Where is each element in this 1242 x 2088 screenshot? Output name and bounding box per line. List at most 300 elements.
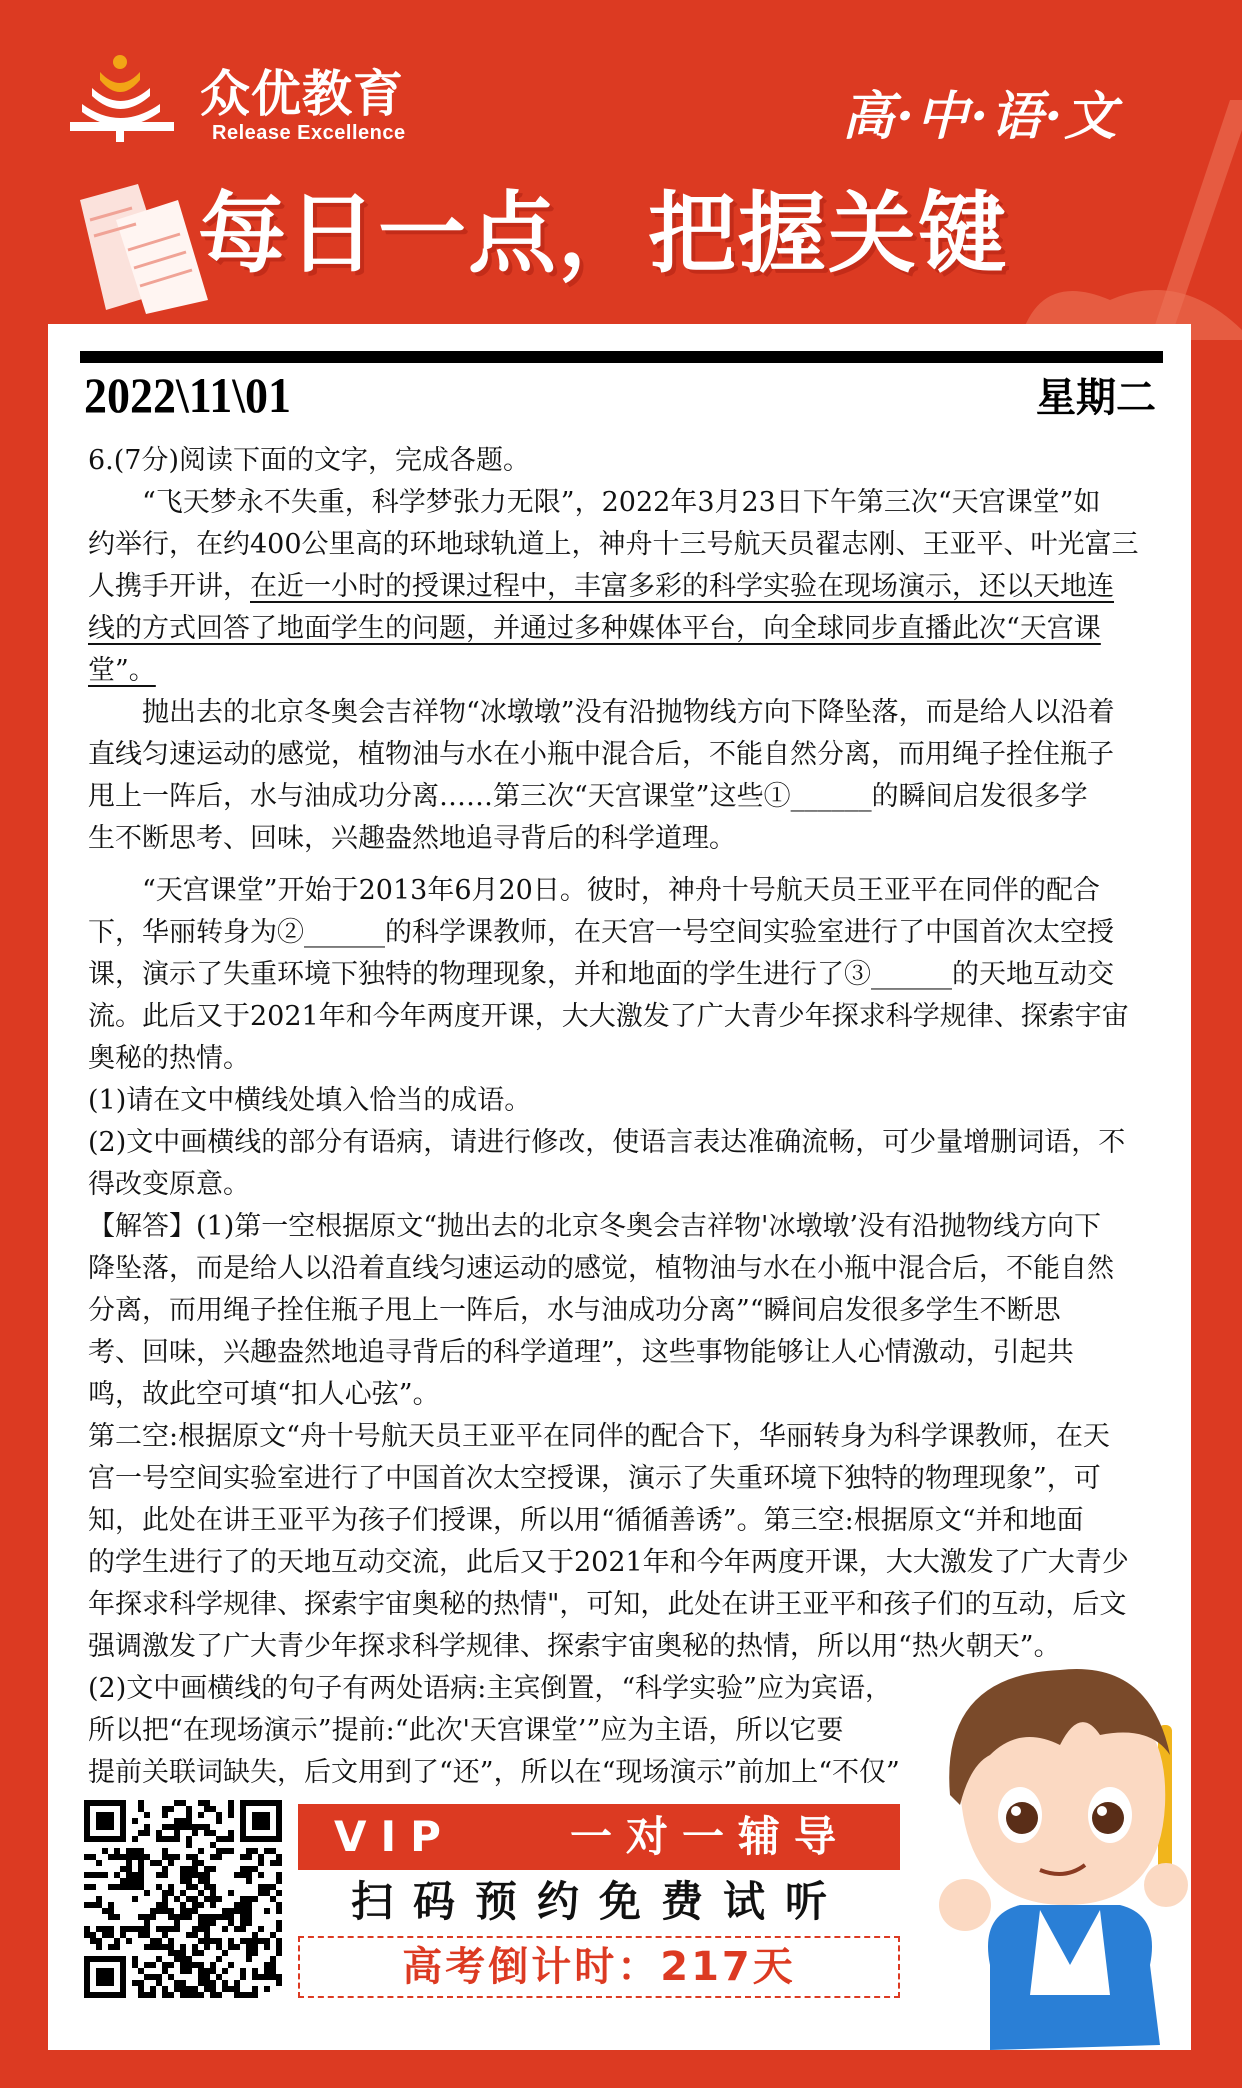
qr-module (138, 1884, 144, 1890)
qr-module (270, 1932, 276, 1938)
qr-module (234, 1944, 240, 1950)
qr-module (276, 1974, 282, 1980)
qr-module (246, 1902, 252, 1908)
qr-module (90, 1938, 96, 1944)
qr-module (264, 1974, 270, 1980)
qr-module (198, 1812, 204, 1818)
text-line: 考、回味，兴趣盎然地追寻背后的科学道理”，这些事物能够让人心情激动，引起共 (88, 1337, 1074, 1368)
vip-label: VIP (334, 1812, 455, 1861)
qr-module (168, 1860, 174, 1866)
qr-module (156, 1884, 162, 1890)
qr-module (162, 1848, 168, 1854)
qr-module (240, 1896, 246, 1902)
qr-module (258, 1926, 264, 1932)
qr-module (156, 1980, 162, 1986)
qr-module (186, 1854, 192, 1860)
qr-module (174, 1896, 180, 1902)
qr-module (168, 1908, 174, 1914)
qr-module (102, 1872, 108, 1878)
qr-module (228, 1986, 234, 1992)
qr-module (162, 1896, 168, 1902)
qr-module (216, 1896, 222, 1902)
qr-module (270, 1974, 276, 1980)
qr-module (204, 1830, 210, 1836)
qr-module (204, 1878, 210, 1884)
qr-module (228, 1962, 234, 1968)
qr-module (228, 1944, 234, 1950)
qr-module (186, 1908, 192, 1914)
qr-module (84, 1854, 90, 1860)
qr-module (258, 1854, 264, 1860)
qr-module (216, 1812, 222, 1818)
qr-module (276, 1926, 282, 1932)
qr-module (210, 1962, 216, 1968)
qr-module (192, 1926, 198, 1932)
qr-module (132, 1818, 138, 1824)
qr-module (192, 1872, 198, 1878)
qr-module (162, 1932, 168, 1938)
qr-module (198, 1926, 204, 1932)
paragraph (88, 1122, 1158, 1206)
qr-module (234, 1926, 240, 1932)
qr-module (132, 1980, 138, 1986)
qr-module (180, 1914, 186, 1920)
qr-module (120, 1926, 126, 1932)
text-line: 强调激发了广大青少年探求科学规律、探索宇宙奥秘的热情，所以用“热火朝天”。 (88, 1631, 1061, 1662)
qr-module (252, 1932, 258, 1938)
qr-module (84, 1932, 90, 1938)
qr-module (96, 1872, 102, 1878)
text-line (88, 608, 1158, 650)
qr-module (162, 1986, 168, 1992)
qr-module (246, 1914, 252, 1920)
qr-module (198, 1974, 204, 1980)
qr-module (168, 1950, 174, 1956)
qr-module (108, 1914, 114, 1920)
qr-module (174, 1920, 180, 1926)
qr-module (156, 1872, 162, 1878)
qr-module (192, 1854, 198, 1860)
qr-module (186, 1878, 192, 1884)
qr-module (156, 1902, 162, 1908)
qr-module (204, 1800, 210, 1806)
qr-module (264, 1962, 270, 1968)
qr-module (198, 1824, 204, 1830)
qr-module (132, 1848, 138, 1854)
weekday: 星期二 (1036, 374, 1156, 421)
qr-module (132, 1896, 138, 1902)
qr-module (168, 1854, 174, 1860)
text-line: 直线匀速运动的感觉，植物油与水在小瓶中混合后，不能自然分离，而用绳子拴住瓶子 (88, 739, 1114, 770)
qr-module (138, 1860, 144, 1866)
qr-module (150, 1974, 156, 1980)
qr-module (234, 1986, 240, 1992)
qr-module (168, 1806, 174, 1812)
qr-module (204, 1824, 210, 1830)
qr-module (114, 1944, 120, 1950)
qr-module (216, 1992, 222, 1998)
qr-module (210, 1968, 216, 1974)
qr-module (210, 1914, 216, 1920)
paragraph (88, 1080, 1158, 1122)
qr-module (234, 1992, 240, 1998)
qr-module (252, 1968, 258, 1974)
qr-module (144, 1890, 150, 1896)
qr-module (192, 1860, 198, 1866)
qr-module (186, 1824, 192, 1830)
text-line: 知，此处在讲王亚平为孩子们授课，所以用“循循善诱”。第三空:根据原文“并和地面 (88, 1505, 1084, 1536)
qr-module (264, 1968, 270, 1974)
qr-module (258, 1872, 264, 1878)
qr-module (162, 1908, 168, 1914)
qr-module (210, 1866, 216, 1872)
qr-module (156, 1860, 162, 1866)
qr-module (246, 1992, 252, 1998)
qr-module (246, 1944, 252, 1950)
header-rule (80, 351, 1163, 363)
qr-module (168, 1926, 174, 1932)
qr-module (270, 1884, 276, 1890)
qr-module (150, 1986, 156, 1992)
qr-module (162, 1962, 168, 1968)
qr-module (138, 1968, 144, 1974)
qr-module (90, 1932, 96, 1938)
vip-banner[interactable] (298, 1804, 900, 1870)
qr-module (198, 1992, 204, 1998)
text-line: “天宫课堂”开始于2013年6月20日。彼时，神舟十号航天员王亚平在同伴的配合 (88, 875, 1100, 906)
qr-module (234, 1902, 240, 1908)
text-line: 所以把“在现场演示”提前:“此次'天宫课堂’”应为主语，所以它要 (88, 1715, 844, 1746)
qr-module (144, 1944, 150, 1950)
qr-module (162, 1866, 168, 1872)
text-line: 奥秘的热情。 (88, 1043, 250, 1074)
qr-module (252, 1950, 258, 1956)
qr-module (96, 1938, 102, 1944)
qr-module (186, 1962, 192, 1968)
qr-module (276, 1902, 282, 1908)
qr-module (258, 1938, 264, 1944)
papers-illustration-icon (76, 180, 216, 315)
qr-module (222, 1848, 228, 1854)
qr-module (150, 1860, 156, 1866)
qr-module (210, 1854, 216, 1860)
qr-module (276, 1872, 282, 1878)
qr-module (252, 1992, 258, 1998)
qr-module (192, 1950, 198, 1956)
qr-module (264, 1890, 270, 1896)
qr-module (174, 1824, 180, 1830)
mascot-illustration-icon (920, 1665, 1200, 2055)
subject-title: 高·中·语·文 (842, 86, 1119, 147)
qr-module (132, 1884, 138, 1890)
qr-module (168, 1836, 174, 1842)
qr-module (222, 1836, 228, 1842)
qr-module (264, 1944, 270, 1950)
qr-module (198, 1980, 204, 1986)
qr-module (174, 1818, 180, 1824)
qr-module (144, 1914, 150, 1920)
qr-module (126, 1872, 132, 1878)
qr-module (192, 1932, 198, 1938)
countdown-label: 高考倒计时： (402, 1944, 661, 1990)
paragraph-gap (88, 860, 1158, 870)
qr-module (210, 1896, 216, 1902)
qr-module (246, 1896, 252, 1902)
qr-module (156, 1830, 162, 1836)
paragraph (88, 482, 1158, 692)
qr-module (204, 1986, 210, 1992)
paragraph (88, 1416, 1158, 1668)
qr-module (228, 1914, 234, 1920)
paragraph (88, 1206, 1158, 1416)
qr-module (180, 1890, 186, 1896)
qr-module (162, 1854, 168, 1860)
qr-module (186, 1956, 192, 1962)
text-line: 得改变原意。 (88, 1169, 250, 1200)
qr-module (270, 1968, 276, 1974)
qr-module (198, 1860, 204, 1866)
qr-module (192, 1908, 198, 1914)
qr-module (186, 1818, 192, 1824)
qr-module (162, 1836, 168, 1842)
qr-module (276, 1854, 282, 1860)
qr-module (198, 1962, 204, 1968)
qr-module (96, 1812, 114, 1830)
qr-module (162, 1824, 168, 1830)
qr-module (240, 1866, 246, 1872)
qr-module (84, 1884, 90, 1890)
qr-module (264, 1884, 270, 1890)
qr-module (270, 1956, 276, 1962)
qr-module (132, 1878, 138, 1884)
qr-module (126, 1854, 132, 1860)
qr-module (222, 1914, 228, 1920)
qr-module (252, 1896, 258, 1902)
qr-module (180, 1962, 186, 1968)
qr-module (138, 1926, 144, 1932)
qr-module (150, 1962, 156, 1968)
qr-module (174, 1956, 180, 1962)
qr-module (228, 1890, 234, 1896)
qr-module (138, 1848, 144, 1854)
qr-module (246, 1872, 252, 1878)
qr-module (108, 1884, 114, 1890)
text-line: 6.(7分)阅读下面的文字，完成各题。 (88, 445, 531, 476)
qr-module (252, 1944, 258, 1950)
qr-module (204, 1974, 210, 1980)
qr-module (264, 1938, 270, 1944)
text-line: 生不断思考、回味，兴趣盎然地追寻背后的科学道理。 (88, 823, 736, 854)
qr-module (162, 1944, 168, 1950)
qr-module (162, 1902, 168, 1908)
qr-module (228, 1806, 234, 1812)
qr-module (228, 1830, 234, 1836)
qr-module (144, 1824, 150, 1830)
qr-module (90, 1884, 96, 1890)
brand-slogan: Release Excellence (212, 122, 406, 144)
qr-module (186, 1884, 192, 1890)
qr-module (180, 1992, 186, 1998)
qr-module (138, 1986, 144, 1992)
qr-module (276, 1920, 282, 1926)
qr-module (144, 1962, 150, 1968)
paragraph (88, 440, 1158, 482)
qr-module (96, 1944, 102, 1950)
qr-module (228, 1848, 234, 1854)
qr-module (186, 1842, 192, 1848)
qr-module (180, 1818, 186, 1824)
qr-module (132, 1872, 138, 1878)
qr-module (138, 1878, 144, 1884)
qr-module (246, 1848, 252, 1854)
qr-module (186, 1836, 192, 1842)
qr-module (132, 1956, 138, 1962)
qr-module (144, 1932, 150, 1938)
qr-module (138, 1992, 144, 1998)
qr-module (228, 1938, 234, 1944)
qr-module (270, 1896, 276, 1902)
qr-module (150, 1944, 156, 1950)
qr-module (198, 1800, 204, 1806)
qr-module (186, 1914, 192, 1920)
text-segment: 人携手开讲， (88, 571, 250, 602)
qr-module (144, 1854, 150, 1860)
qr-module (132, 1836, 138, 1842)
qr-module (90, 1854, 96, 1860)
qr-module (138, 1866, 144, 1872)
qr-module (180, 1866, 186, 1872)
qr-module (198, 1968, 204, 1974)
pen-decoration-icon (1000, 100, 1242, 340)
qr-module (240, 1902, 246, 1908)
qr-module (168, 1974, 174, 1980)
qr-module (240, 1920, 246, 1926)
qr-module (198, 1902, 204, 1908)
tutoring-label: 一对一辅导 (570, 1812, 851, 1861)
qr-module (138, 1800, 144, 1806)
qr-module (126, 1938, 132, 1944)
qr-module (228, 1908, 234, 1914)
qr-module (138, 1854, 144, 1860)
qr-module (84, 1902, 90, 1908)
qr-module (174, 1950, 180, 1956)
qr-module (144, 1812, 150, 1818)
qr-module (156, 1956, 162, 1962)
qr-module (204, 1896, 210, 1902)
qr-module (120, 1932, 126, 1938)
qr-module (132, 1962, 138, 1968)
qr-module (138, 1932, 144, 1938)
countdown-value: 217天 (660, 1944, 796, 1990)
qr-module (114, 1872, 120, 1878)
qr-module (234, 1908, 240, 1914)
qr-module (264, 1986, 270, 1992)
text-line (88, 566, 1158, 608)
text-line: 【解答】(1)第一空根据原文“抛出去的北京冬奥会吉祥物'冰墩墩’没有沿抛物线方向下 (88, 1211, 1102, 1242)
qr-module (120, 1866, 126, 1872)
qr-module (156, 1938, 162, 1944)
qr-module (180, 1902, 186, 1908)
qr-module (258, 1860, 264, 1866)
qr-module (138, 1872, 144, 1878)
qr-module (198, 1914, 204, 1920)
qr-module (126, 1884, 132, 1890)
qr-module (204, 1884, 210, 1890)
text-line: (2)文中画横线的部分有语病，请进行修改，使语言表达准确流畅，可少量增删词语，不 (88, 1127, 1126, 1158)
qr-module (246, 1878, 252, 1884)
qr-module (222, 1950, 228, 1956)
qr-module (204, 1920, 210, 1926)
qr-module (144, 1992, 150, 1998)
qr-module (180, 1986, 186, 1992)
qr-module (150, 1908, 156, 1914)
qr-module (168, 1962, 174, 1968)
qr-module (174, 1836, 180, 1842)
qr-module (276, 1908, 282, 1914)
qr-module (156, 1974, 162, 1980)
paragraph (88, 870, 1158, 1080)
qr-module (96, 1860, 102, 1866)
qr-module (276, 1890, 282, 1896)
qr-module (186, 1866, 192, 1872)
qr-module (210, 1992, 216, 1998)
qr-module (186, 1932, 192, 1938)
qr-module (174, 1926, 180, 1932)
qr-module (240, 1914, 246, 1920)
qr-module (240, 1908, 246, 1914)
qr-module (168, 1992, 174, 1998)
qr-module (174, 1986, 180, 1992)
qr-module (186, 1806, 192, 1812)
qr-module (96, 1926, 102, 1932)
qr-module (102, 1926, 108, 1932)
qr-module (132, 1854, 138, 1860)
qr-module (246, 1950, 252, 1956)
qr-module (114, 1938, 120, 1944)
qr-module (228, 1920, 234, 1926)
qr-module (276, 1860, 282, 1866)
qr-module (240, 1938, 246, 1944)
qr-module (192, 1866, 198, 1872)
qr-module (222, 1968, 228, 1974)
text-line: “飞天梦永不失重，科学梦张力无限”，2022年3月23日下午第三次“天宫课堂”如 (88, 487, 1101, 518)
qr-module (162, 1968, 168, 1974)
qr-module (252, 1974, 258, 1980)
qr-module (168, 1938, 174, 1944)
qr-module (246, 1938, 252, 1944)
qr-module (204, 1968, 210, 1974)
qr-module (240, 1974, 246, 1980)
qr-module (198, 1950, 204, 1956)
qr-module (84, 1926, 90, 1932)
qr-module (96, 1896, 102, 1902)
qr-module (168, 1944, 174, 1950)
qr-module (162, 1992, 168, 1998)
qr-module (246, 1908, 252, 1914)
qr-module (192, 1962, 198, 1968)
qr-module (84, 1872, 90, 1878)
qr-module (168, 1914, 174, 1920)
qr-module (246, 1956, 252, 1962)
qr-module (162, 1812, 168, 1818)
qr-module (108, 1908, 114, 1914)
qr-module (204, 1806, 210, 1812)
qr-module (210, 1884, 216, 1890)
qr-code-icon[interactable] (84, 1800, 282, 1998)
qr-module (102, 1932, 108, 1938)
text-line: 的学生进行了的天地互动交流，此后又于2021年和今年两度开课，大大激发了广大青少 (88, 1547, 1129, 1578)
qr-module (204, 1914, 210, 1920)
